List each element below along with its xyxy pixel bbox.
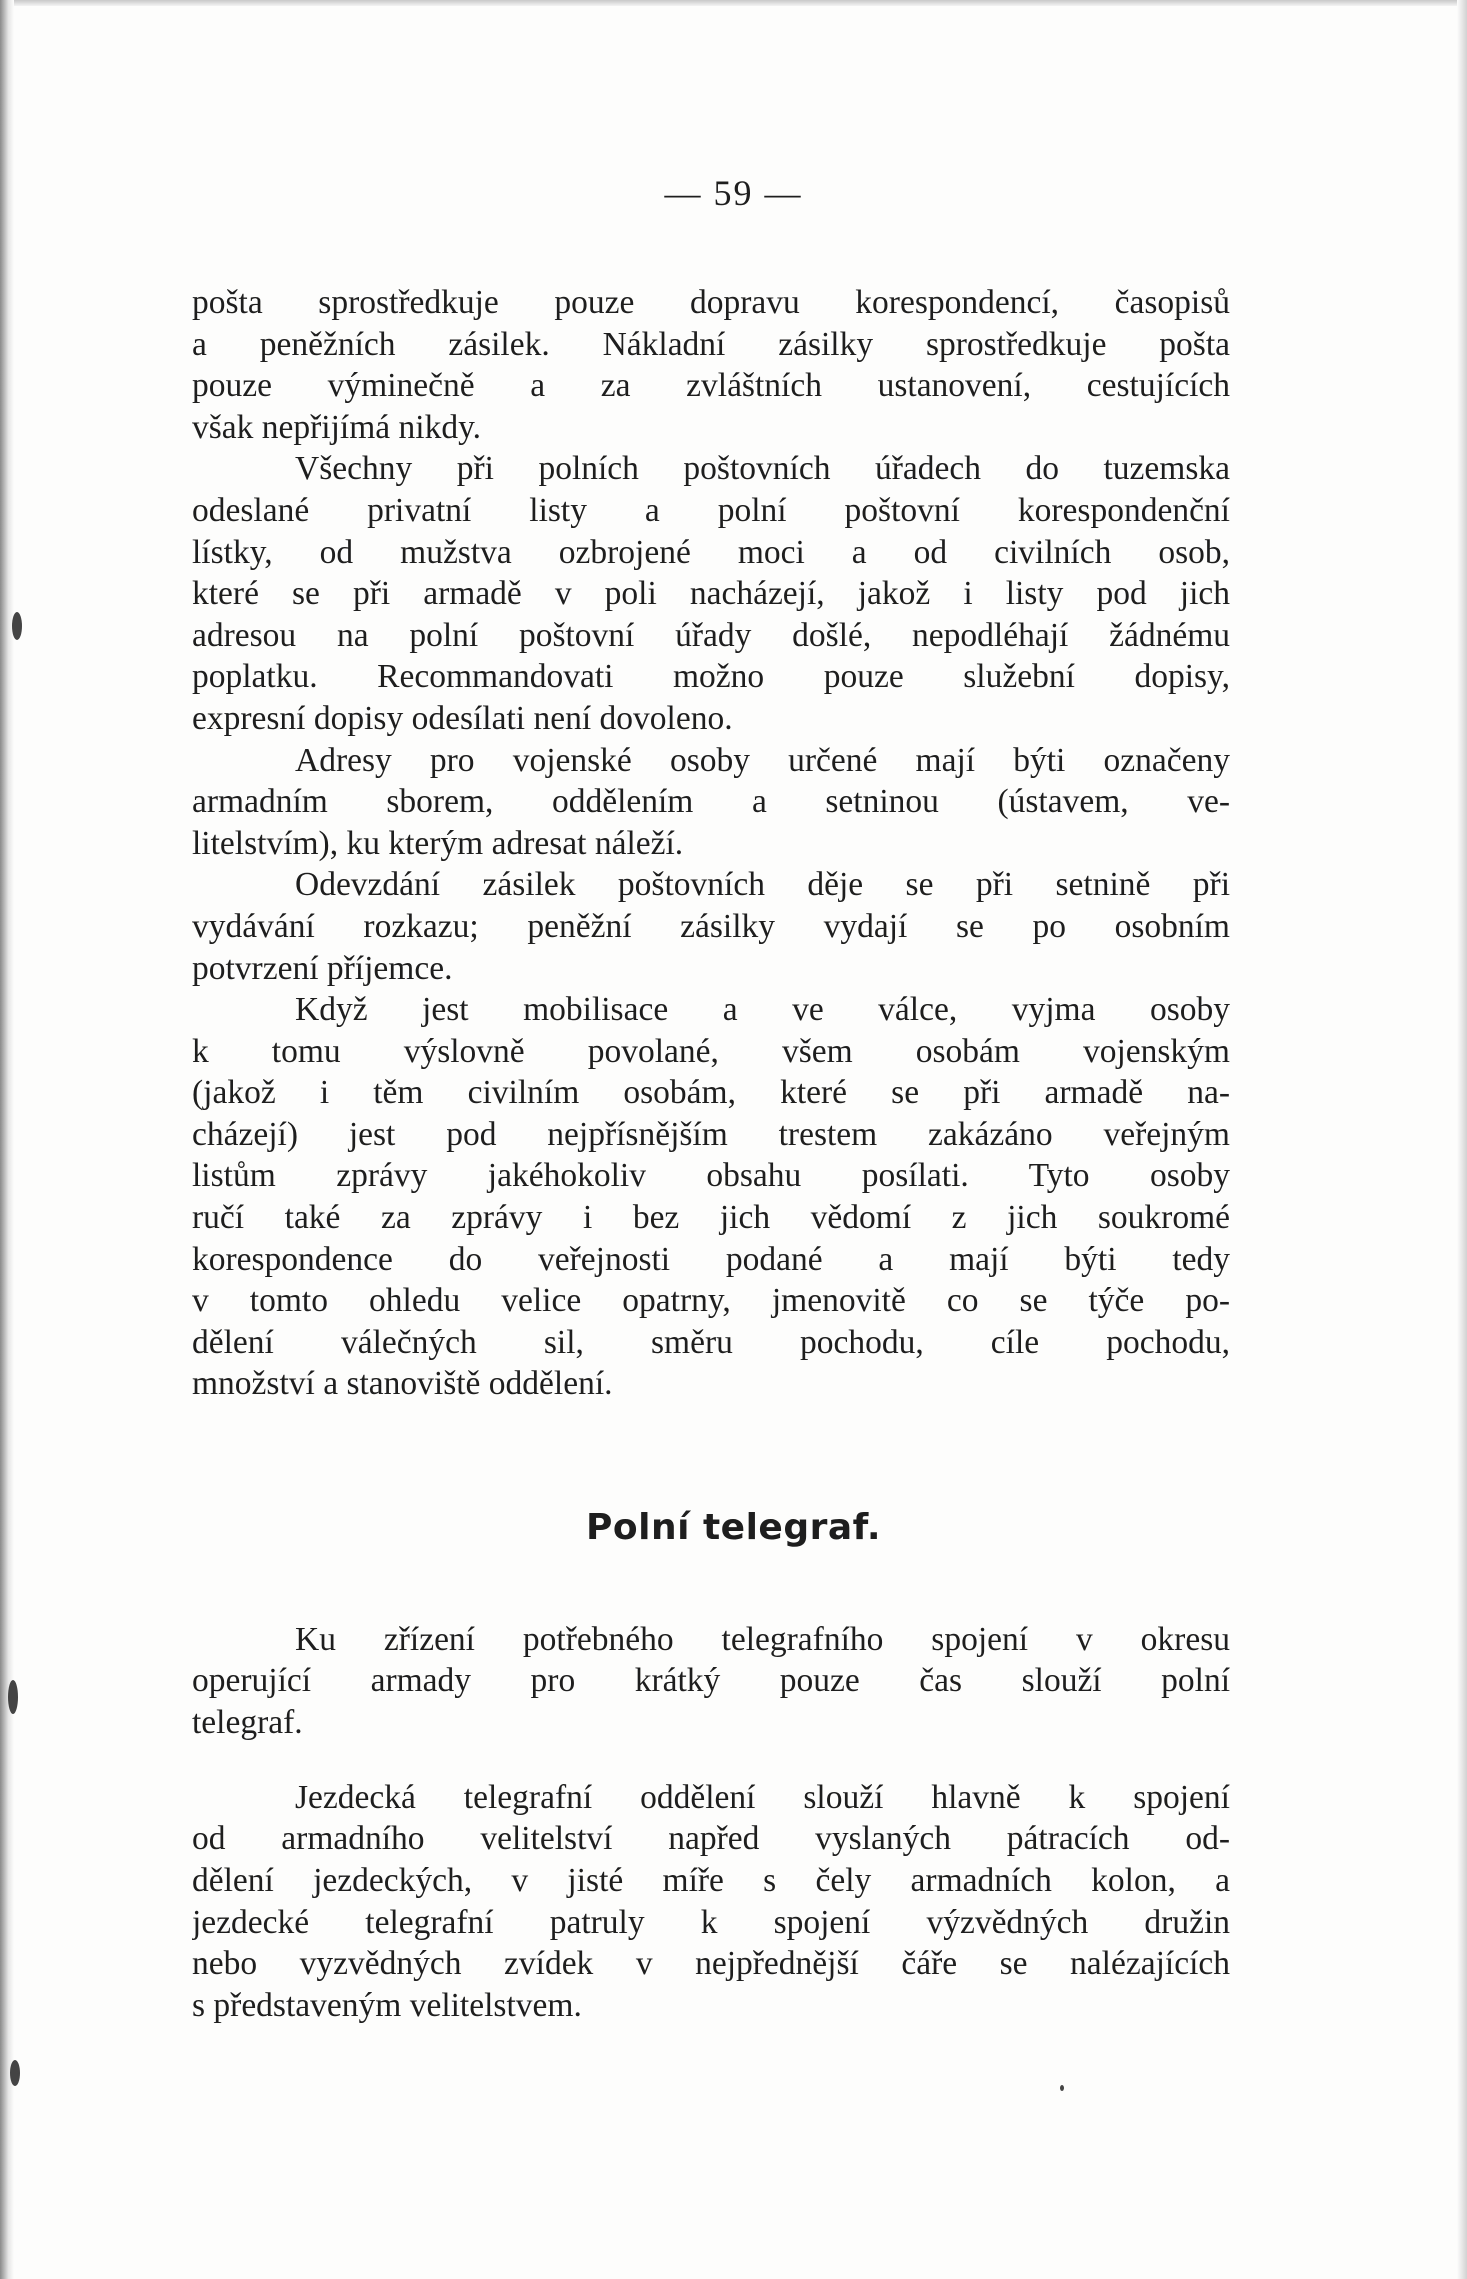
paragraph (192, 864, 1230, 989)
paragraph (192, 282, 1230, 448)
text-line: ručí také za zprávy i bez jich vědomí z jich soukromé (192, 1199, 1230, 1237)
text-line: potvrzení příjemce. (192, 949, 453, 987)
text-line: vydávání rozkazu; peněžní zásilky vydají se po osobním (192, 907, 1230, 945)
text-line: lístky, od mužstva ozbrojené moci a od civilních osob, (192, 533, 1230, 571)
text-line: Ku zřízení potřebného telegrafního spojení v okresu (295, 1620, 1230, 1658)
text-line: množství a stanoviště oddělení. (192, 1365, 613, 1403)
text-line: a peněžních zásilek. Nákladní zásilky sprostředkuje pošta (192, 325, 1230, 363)
text-line: Adresy pro vojenské osoby určené mají býti označeny (295, 741, 1230, 779)
scan-speck (1060, 2085, 1064, 2091)
scan-speck (12, 612, 22, 640)
text-line: Když jest mobilisace a ve válce, vyjma osoby (295, 991, 1230, 1029)
text-line: adresou na polní poštovní úřady došlé, nepodléhají žádnému (192, 616, 1230, 654)
text-line: které se při armadě v poli nacházejí, jakož i listy pod jich (192, 575, 1230, 613)
text-line: dělení válečných sil, směru pochodu, cíle pochodu, (192, 1323, 1230, 1361)
text-line: v tomto ohledu velice opatrny, jmenovitě co se týče po- (192, 1282, 1230, 1320)
text-line: od armadního velitelství napřed vyslaných pátracích od- (192, 1820, 1230, 1858)
body-text-section-1 (192, 282, 1230, 1405)
scan-edge-top (0, 0, 1467, 6)
scan-speck (10, 2060, 20, 2086)
text-line: cházejí) jest pod nejpřísnějším trestem zakázáno veřejným (192, 1115, 1230, 1153)
text-line: jezdecké telegrafní patruly k spojení výzvědných družin (192, 1903, 1230, 1941)
text-line: však nepřijímá nikdy. (192, 408, 482, 446)
text-line: pouze výminečně a za zvláštních ustanovení, cestujících (192, 367, 1230, 405)
text-line: s představeným velitelstvem. (192, 1986, 582, 2024)
text-line: Odevzdání zásilek poštovních děje se při setnině při (295, 866, 1230, 904)
text-line: operující armady pro krátký pouze čas slouží polní (192, 1662, 1230, 1700)
text-line: Jezdecká telegrafní oddělení slouží hlavně k spojení (295, 1778, 1230, 1816)
text-line: korespondence do veřejnosti podané a mají býti tedy (192, 1240, 1230, 1278)
scan-edge-right (1457, 0, 1467, 2279)
text-line: nebo vyzvědných zvídek v nejpřednější čáře se nalézajících (192, 1945, 1230, 1983)
paragraph (192, 1777, 1230, 2027)
paragraph (192, 740, 1230, 865)
text-line: (jakož i těm civilním osobám, které se při armadě na- (192, 1074, 1230, 1112)
section-heading-polni-telegraf: Polní telegraf. (585, 1507, 882, 1548)
scan-speck (8, 1680, 18, 1714)
text-line: litelstvím), ku kterým adresat náleží. (192, 824, 684, 862)
text-line: pošta sprostředkuje pouze dopravu korespondencí, časopisů (192, 284, 1230, 321)
text-line: k tomu výslovně povolané, všem osobám vojenským (192, 1032, 1230, 1070)
text-line: dělení jezdeckých, v jisté míře s čely armadních kolon, a (192, 1861, 1230, 1899)
text-line: Všechny při polních poštovních úřadech do tuzemska (295, 450, 1230, 488)
paragraph (192, 1619, 1230, 1744)
text-line: armadním sborem, oddělením a setninou (ústavem, ve- (192, 783, 1230, 821)
body-text-section-2 (192, 1585, 1230, 2060)
text-line: listům zprávy jakéhokoliv obsahu posílati. Tyto osoby (192, 1157, 1230, 1195)
paragraph (192, 989, 1230, 1405)
text-line: expresní dopisy odesílati není dovoleno. (192, 699, 733, 737)
text-line: telegraf. (192, 1703, 303, 1741)
scan-edge-left (0, 0, 14, 2279)
page-number: — 59 — (664, 173, 803, 213)
text-line: poplatku. Recommandovati možno pouze služební dopisy, (192, 658, 1230, 696)
paragraph (192, 448, 1230, 739)
text-line: odeslané privatní listy a polní poštovní korespondenční (192, 491, 1230, 529)
